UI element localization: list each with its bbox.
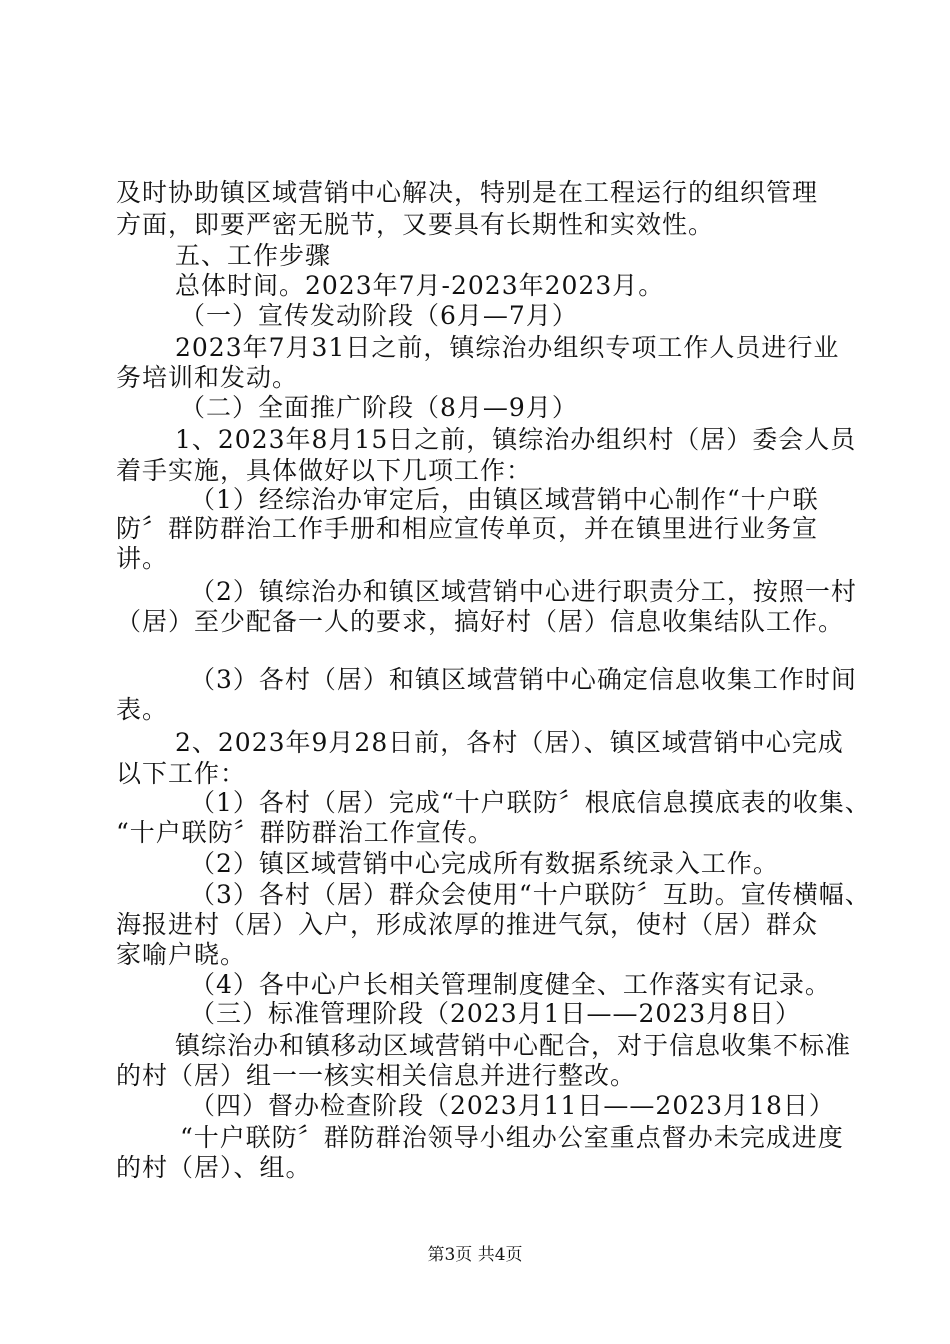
paragraph-line: （居）至少配备一人的要求，搞好村（居）信息收集结队工作。 — [116, 607, 845, 636]
paragraph-line: 表。 — [116, 695, 169, 724]
paragraph-line: （3）各村（居）群众会使用“十户联防〞互助。宣传横幅、 — [190, 880, 871, 909]
paragraph-line: “十户联防〞群防群治工作宣传。 — [116, 818, 494, 847]
paragraph-line: 的村（居）组一一核实相关信息并进行整改。 — [116, 1061, 637, 1090]
paragraph-line: 及时协助镇区域营销中心解决，特别是在工程运行的组织管理 — [116, 178, 819, 207]
paragraph-line: 2、2023年9月28日前，各村（居）、镇区域营销中心完成 — [175, 728, 844, 757]
paragraph-line: 方面，即要严密无脱节，又要具有长期性和实效性。 — [116, 210, 715, 239]
paragraph-line: 防〞群防群治工作手册和相应宣传单页，并在镇里进行业务宣 — [116, 514, 819, 543]
paragraph-line: 的村（居）、组。 — [116, 1153, 312, 1182]
paragraph-line: （2）镇区域营销中心完成所有数据系统录入工作。 — [190, 849, 779, 878]
paragraph-line: 家喻户晓。 — [116, 940, 247, 969]
paragraph-line: 总体时间。2023年7月-2023年2023月。 — [175, 271, 665, 300]
paragraph-line: 2023年7月31日之前，镇综治办组织专项工作人员进行业 — [175, 333, 840, 362]
subsection-heading: （三）标准管理阶段（2023月1日——2023月8日） — [190, 999, 802, 1028]
paragraph-line: 务培训和发动。 — [116, 363, 299, 392]
paragraph-line: （4）各中心户长相关管理制度健全、工作落实有记录。 — [190, 970, 831, 999]
paragraph-line: （1）各村（居）完成“十户联防〞根底信息摸底表的收集、 — [190, 788, 871, 817]
paragraph-line: 镇综治办和镇移动区域营销中心配合，对于信息收集不标准 — [175, 1031, 852, 1060]
subsection-heading: （四）督办检查阶段（2023月11日——2023月18日） — [190, 1091, 835, 1120]
paragraph-line: 海报进村（居）入户，形成浓厚的推进气氛，使村（居）群众 — [116, 910, 819, 939]
paragraph-line: （3）各村（居）和镇区域营销中心确定信息收集工作时间 — [190, 665, 857, 694]
paragraph-line: 着手实施，具体做好以下几项工作： — [116, 456, 533, 485]
paragraph-line: “十户联防〞群防群治领导小组办公室重点督办未完成进度 — [180, 1123, 844, 1152]
paragraph-line: 讲。 — [116, 544, 169, 573]
subsection-heading: （二）全面推广阶段（8月—9月） — [180, 393, 578, 422]
page-number-footer: 第3页 共4页 — [427, 1245, 523, 1265]
section-heading: 五、工作步骤 — [175, 241, 332, 270]
subsection-heading: （一）宣传发动阶段（6月—7月） — [180, 301, 578, 330]
paragraph-line: 以下工作： — [116, 759, 247, 788]
paragraph-line: （1）经综治办审定后，由镇区域营销中心制作“十户联 — [190, 485, 819, 514]
paragraph-line: 1、2023年8月15日之前，镇综治办组织村（居）委会人员 — [175, 425, 857, 454]
paragraph-line: （2）镇综治办和镇区域营销中心进行职责分工，按照一村 — [190, 577, 857, 606]
